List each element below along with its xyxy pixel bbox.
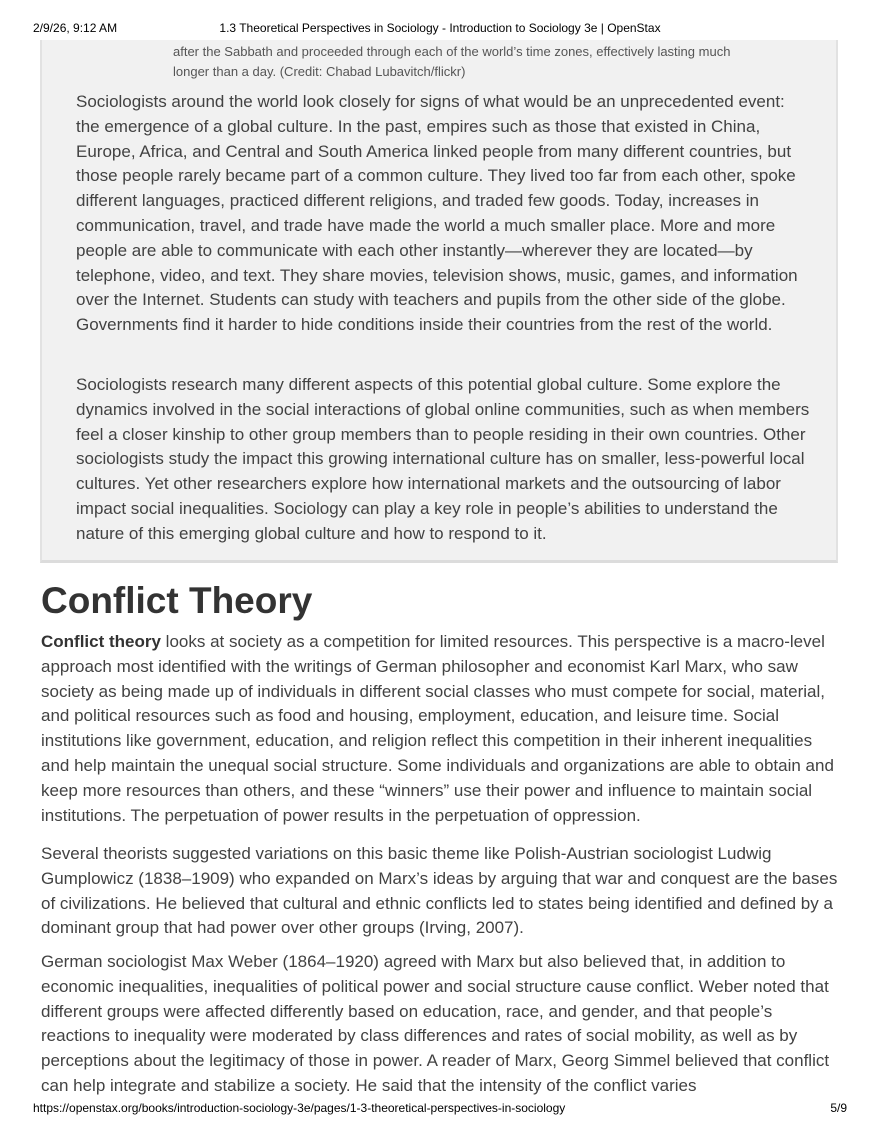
print-datetime: 2/9/26, 9:12 AM: [33, 21, 118, 35]
print-url: https://openstax.org/books/introduction-sociology-3e/pages/1-3-theoretical-perspectives-in-sociology: [33, 1101, 566, 1115]
figure-caption: after the Sabbath and proceeded through each of the world’s time zones, effectively lasting much longer than a day. (Credit: Chabad Lubavitch/flickr): [173, 44, 731, 79]
paragraph-1-text: looks at society as a competition for limited resources. This perspective is a macro-level approach most identified with the writings of German philosopher and economist Karl Marx, who saw society as being made up of individuals in different social classes who must compete for social, material, and political resources such as food and housing, employment, education, and leisure time. Social institutions like government, education, and religion reflect this competition in their inherent inequalities and help maintain the unequal social structure. Some individuals and organizations are able to obtain and keep more resources than others, and these “winners” use their power and influence to maintain social institutions. The perpetuation of power results in the perpetuation of oppression.: [41, 632, 834, 825]
key-term: Conflict theory: [41, 632, 161, 651]
section-heading: Conflict Theory: [41, 580, 313, 621]
conflict-theory-paragraph-1: [41, 630, 841, 828]
conflict-theory-paragraph-3: German sociologist Max Weber (1864–1920) agreed with Marx but also believed that, in addition to economic inequalities, inequalities of political power and social structure cause conflict. Weber noted that different groups were affected differently based on education, race, and gender, and that people’s reactions to inequality were moderated by class differences and rates of social mobility, as well as by perceptions about the legitimacy of those in power. A reader of Marx, Georg Simmel believed that conflict can help integrate and stabilize a society. He said that the intensity of the conflict varies: [41, 952, 830, 1095]
global-culture-feature-box: [40, 40, 838, 563]
conflict-theory-paragraph-2: Several theorists suggested variations on this basic theme like Polish-Austrian sociologist Ludwig Gumplowicz (1838–1909) who expanded on Marx’s ideas by arguing that war and conquest are the bases of civilizations. He believed that cultural and ethnic conflicts led to states being identified and defined by a dominant group that had power over other groups (Irving, 2007).: [41, 844, 838, 938]
feature-paragraph-2: Sociologists research many different aspects of this potential global culture. Some explore the dynamics involved in the social interactions of global online communities, such as when members feel a closer kinship to other group members than to people residing in their own countries. Other sociologists study the impact this growing international culture has on smaller, less-powerful local cultures. Yet other researchers explore how international markets and the outsourcing of labor impact social inequalities. Sociology can play a key role in people’s abilities to understand the nature of this emerging global culture and how to respond to it.: [76, 375, 810, 543]
print-header: [33, 21, 847, 37]
print-page-number: 5/9: [830, 1101, 847, 1115]
print-footer: [33, 1101, 847, 1117]
print-page-title: 1.3 Theoretical Perspectives in Sociology - Introduction to Sociology 3e | OpenStax: [219, 21, 661, 35]
feature-paragraph-1: Sociologists around the world look closely for signs of what would be an unprecedented event: the emergence of a global culture. In the past, empires such as those that existed in China, Europe, Africa, and Central and South America linked people from many different countries, but those people rarely became part of a common culture. They lived too far from each other, spoke different languages, practiced different religions, and traded few goods. Today, increases in communication, travel, and trade have made the world a much smaller place. More and more people are able to communicate with each other instantly—wherever they are located—by telephone, video, and text. They share movies, television shows, music, games, and information over the Internet. Students can study with teachers and pupils from the other side of the globe. Governments find it harder to hide conditions inside their countries from the rest of the world.: [76, 92, 798, 335]
